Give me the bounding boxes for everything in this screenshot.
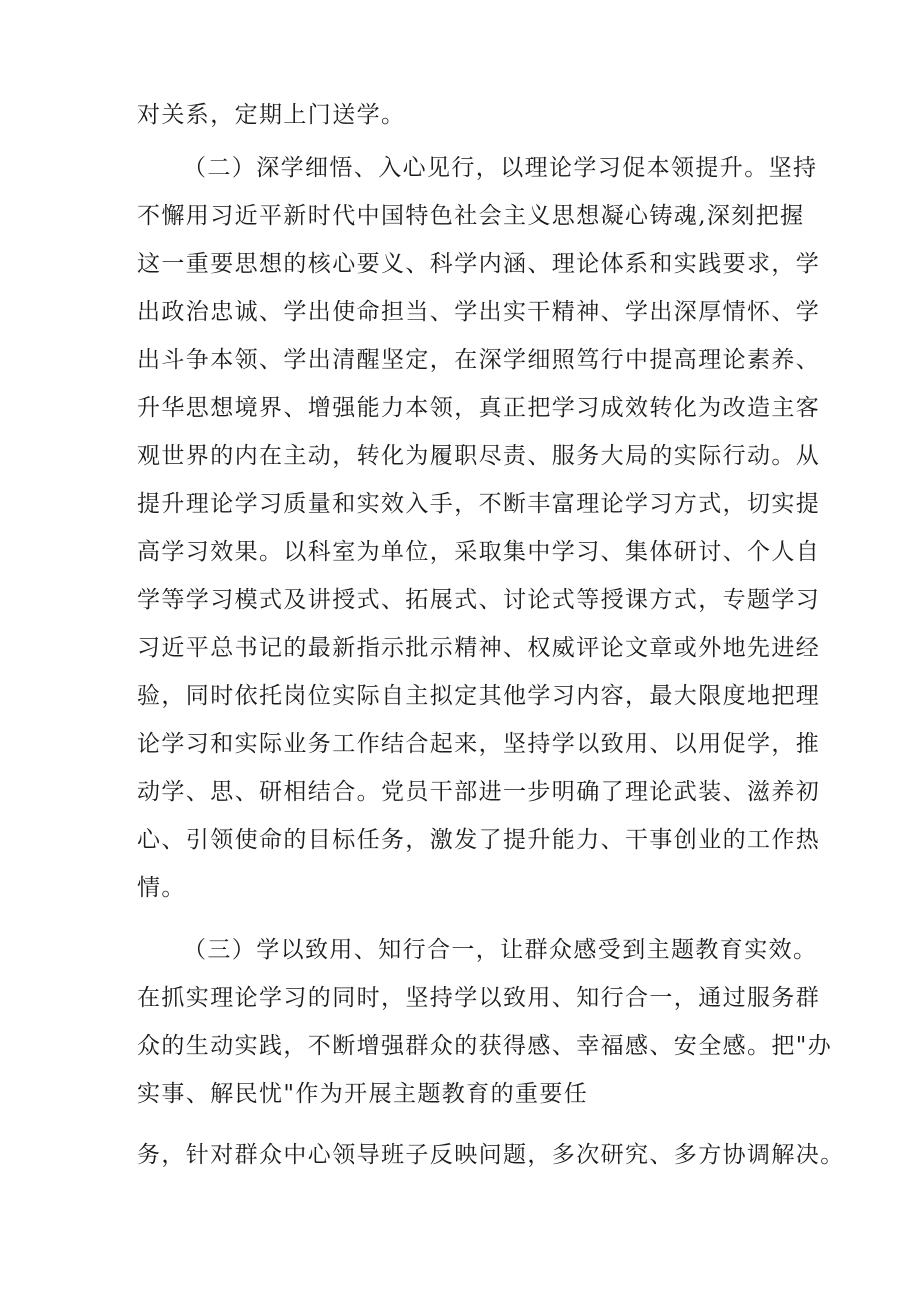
text-line-13: 验，同时依托岗位实际自主拟定其他学习内容，最大限度地把理	[137, 683, 821, 709]
text-line-9: 提升理论学习质量和实效入手，不断丰富理论学习方式，切实提	[137, 491, 821, 517]
text-line-12: 习近平总书记的最新指示批示精神、权威评论文章或外地先进经	[137, 635, 821, 661]
text-line-11: 学等学习模式及讲授式、拓展式、讨论式等授课方式，专题学习	[137, 587, 821, 613]
text-line-16: 心、引领使命的目标任务，激发了提升能力、干事创业的工作热	[137, 827, 821, 853]
text-line-15: 动学、思、研相结合。党员干部进一步明确了理论武装、滋养初	[137, 779, 821, 805]
text-line-14: 论学习和实际业务工作结合起来，坚持学以致用、以用促学，推	[137, 731, 821, 757]
text-line-1: 对关系，定期上门送学。	[137, 102, 406, 128]
text-line-3: 不懈用习近平新时代中国特色社会主义思想凝心铸魂,深刻把握	[137, 203, 805, 229]
text-line-22: 务，针对群众中心领导班子反映问题，多次研究、多方协调解决。	[137, 1142, 845, 1168]
text-line-4: 这一重要思想的核心要义、科学内涵、理论体系和实践要求，学	[137, 251, 821, 277]
text-line-17: 情。	[137, 875, 186, 901]
text-line-20: 众的生动实践，不断增强群众的获得感、幸福感、安全感。把"办	[137, 1033, 833, 1059]
text-line-6: 出斗争本领、学出清醒坚定，在深学细照笃行中提高理论素养、	[137, 347, 821, 373]
text-line-5: 出政治忠诚、学出使命担当、学出实干精神、学出深厚情怀、学	[137, 299, 821, 325]
text-line-10: 高学习效果。以科室为单位，采取集中学习、集体研讨、个人自	[137, 539, 821, 565]
text-line-7: 升华思想境界、增强能力本领，真正把学习成效转化为改造主客	[137, 395, 821, 421]
text-line-8: 观世界的内在主动，转化为履职尽责、服务大局的实际行动。从	[137, 443, 821, 469]
section-2-heading-line: （二）深学细悟、入心见行，以理论学习促本领提升。坚持	[183, 155, 818, 181]
text-line-19: 在抓实理论学习的同时，坚持学以致用、知行合一，通过服务群	[137, 985, 821, 1011]
section-3-heading-line: （三）学以致用、知行合一，让群众感受到主题教育实效。	[183, 937, 818, 963]
text-line-21: 实事、解民忧"作为开展主题教育的重要任	[137, 1081, 589, 1107]
